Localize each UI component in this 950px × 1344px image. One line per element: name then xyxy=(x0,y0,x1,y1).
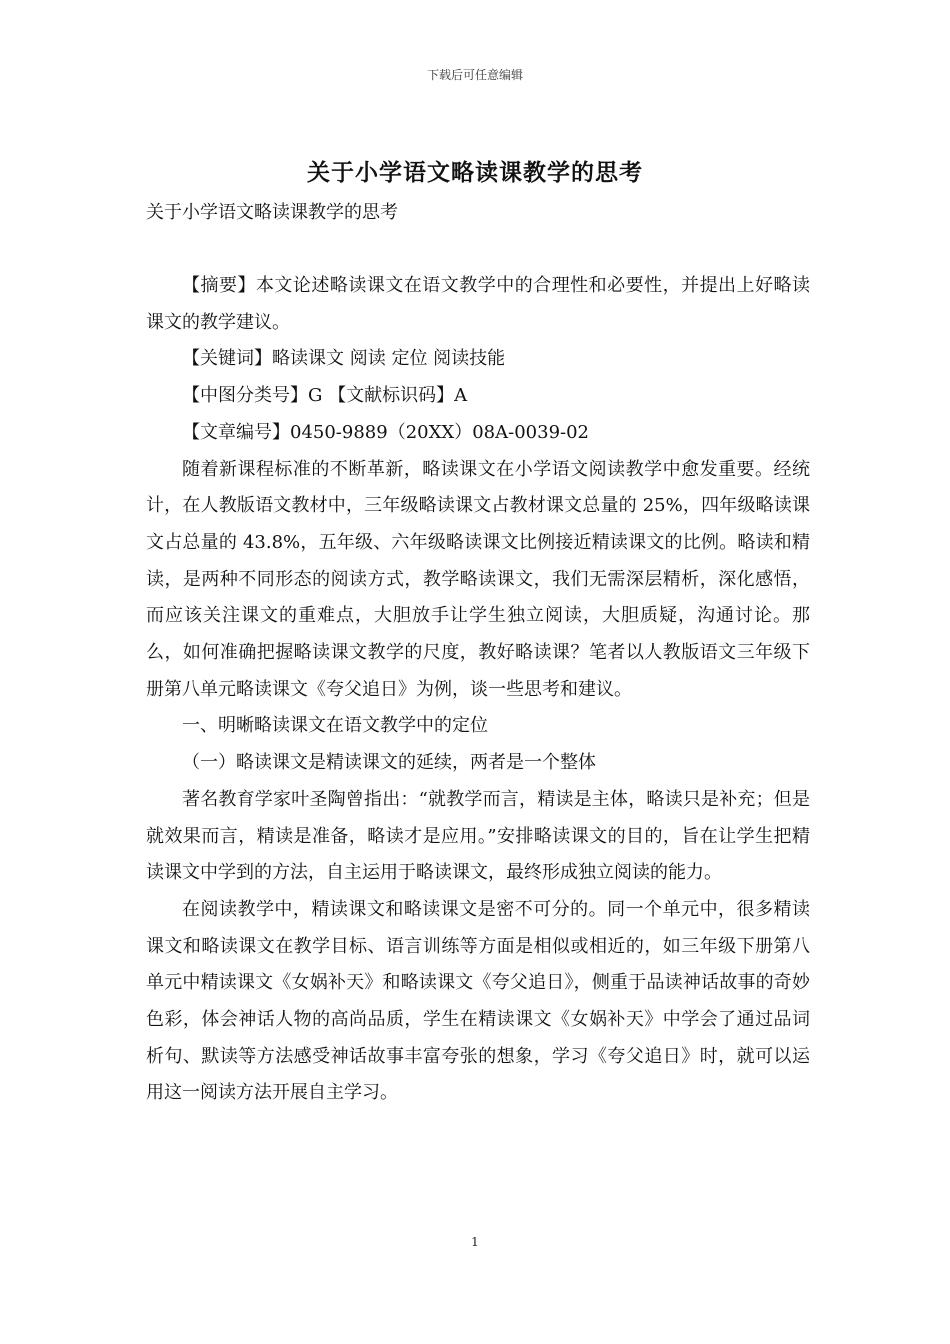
document-subtitle: 关于小学语文略读课教学的思考 xyxy=(146,202,398,223)
body-paragraph: 著名教育学家叶圣陶曾指出：“就教学而言，精读是主体，略读只是补充；但是就效果而言，精读是准备，略读才是应用。”安排略读课文的目的，旨在让学生把精读课文中学到的方法，自主运用于略读课文，最终形成独立阅读的能力。 xyxy=(146,788,810,884)
body-paragraph: 在阅读教学中，精读课文和略读课文是密不可分的。同一个单元中，很多精读课文和略读课文在教学目标、语言训练等方面是相似或相近的，如三年级下册第八单元中精读课文《女娲补天》和略读课文《夸父追日》，侧重于品读神话故事的奇妙色彩，体会神话人物的高尚品质，学生在精读课文《女娲补天》中学会了通过品词析句、默读等方法感受神话故事丰富夸张的想象，学习《夸父追日》时，就可以运用这一阅读方法开展自主学习。 xyxy=(146,898,810,1104)
article-number-line: 【文章编号】0450-9889（20XX）08A-0039-02 xyxy=(182,421,590,443)
classification-line: 【中图分类号】G 【文献标识码】A xyxy=(182,385,468,407)
subsection-heading-1: （一）略读课文是精读课文的延续，两者是一个整体 xyxy=(182,752,596,774)
keywords-line: 【关键词】略读课文 阅读 定位 阅读技能 xyxy=(182,348,506,370)
section-heading-1: 一、明晰略读课文在语文教学中的定位 xyxy=(182,715,488,737)
page-header-note: 下载后可任意编辑 xyxy=(426,68,523,82)
abstract-paragraph: 【摘要】本文论述略读课文在语文教学中的合理性和必要性，并提出上好略读课文的教学建议。 xyxy=(146,275,810,333)
document-body xyxy=(146,268,810,1112)
document-title: 关于小学语文略读课教学的思考 xyxy=(307,160,643,186)
page-number: 1 xyxy=(471,1235,479,1249)
intro-paragraph: 随着新课程标准的不断革新，略读课文在小学语文阅读教学中愈发重要。经统计，在人教版语文教材中，三年级略读课文占教材课文总量的 25%，四年级略读课文占总量的 43.8%，五年级、六年级略读课文比例接近精读课文的比例。略读和精读，是两种不同形态的阅读方式，教学略读课文，我们无需深层精析，深化感悟，而应该关注课文的重难点，大胆放手让学生独立阅读，大胆质疑，沟通讨论。那么，如何准确把握略读课文教学的尺度，教好略读课？笔者以人教版语文三年级下册第八单元略读课文《夸父追日》为例，谈一些思考和建议。 xyxy=(146,458,810,700)
